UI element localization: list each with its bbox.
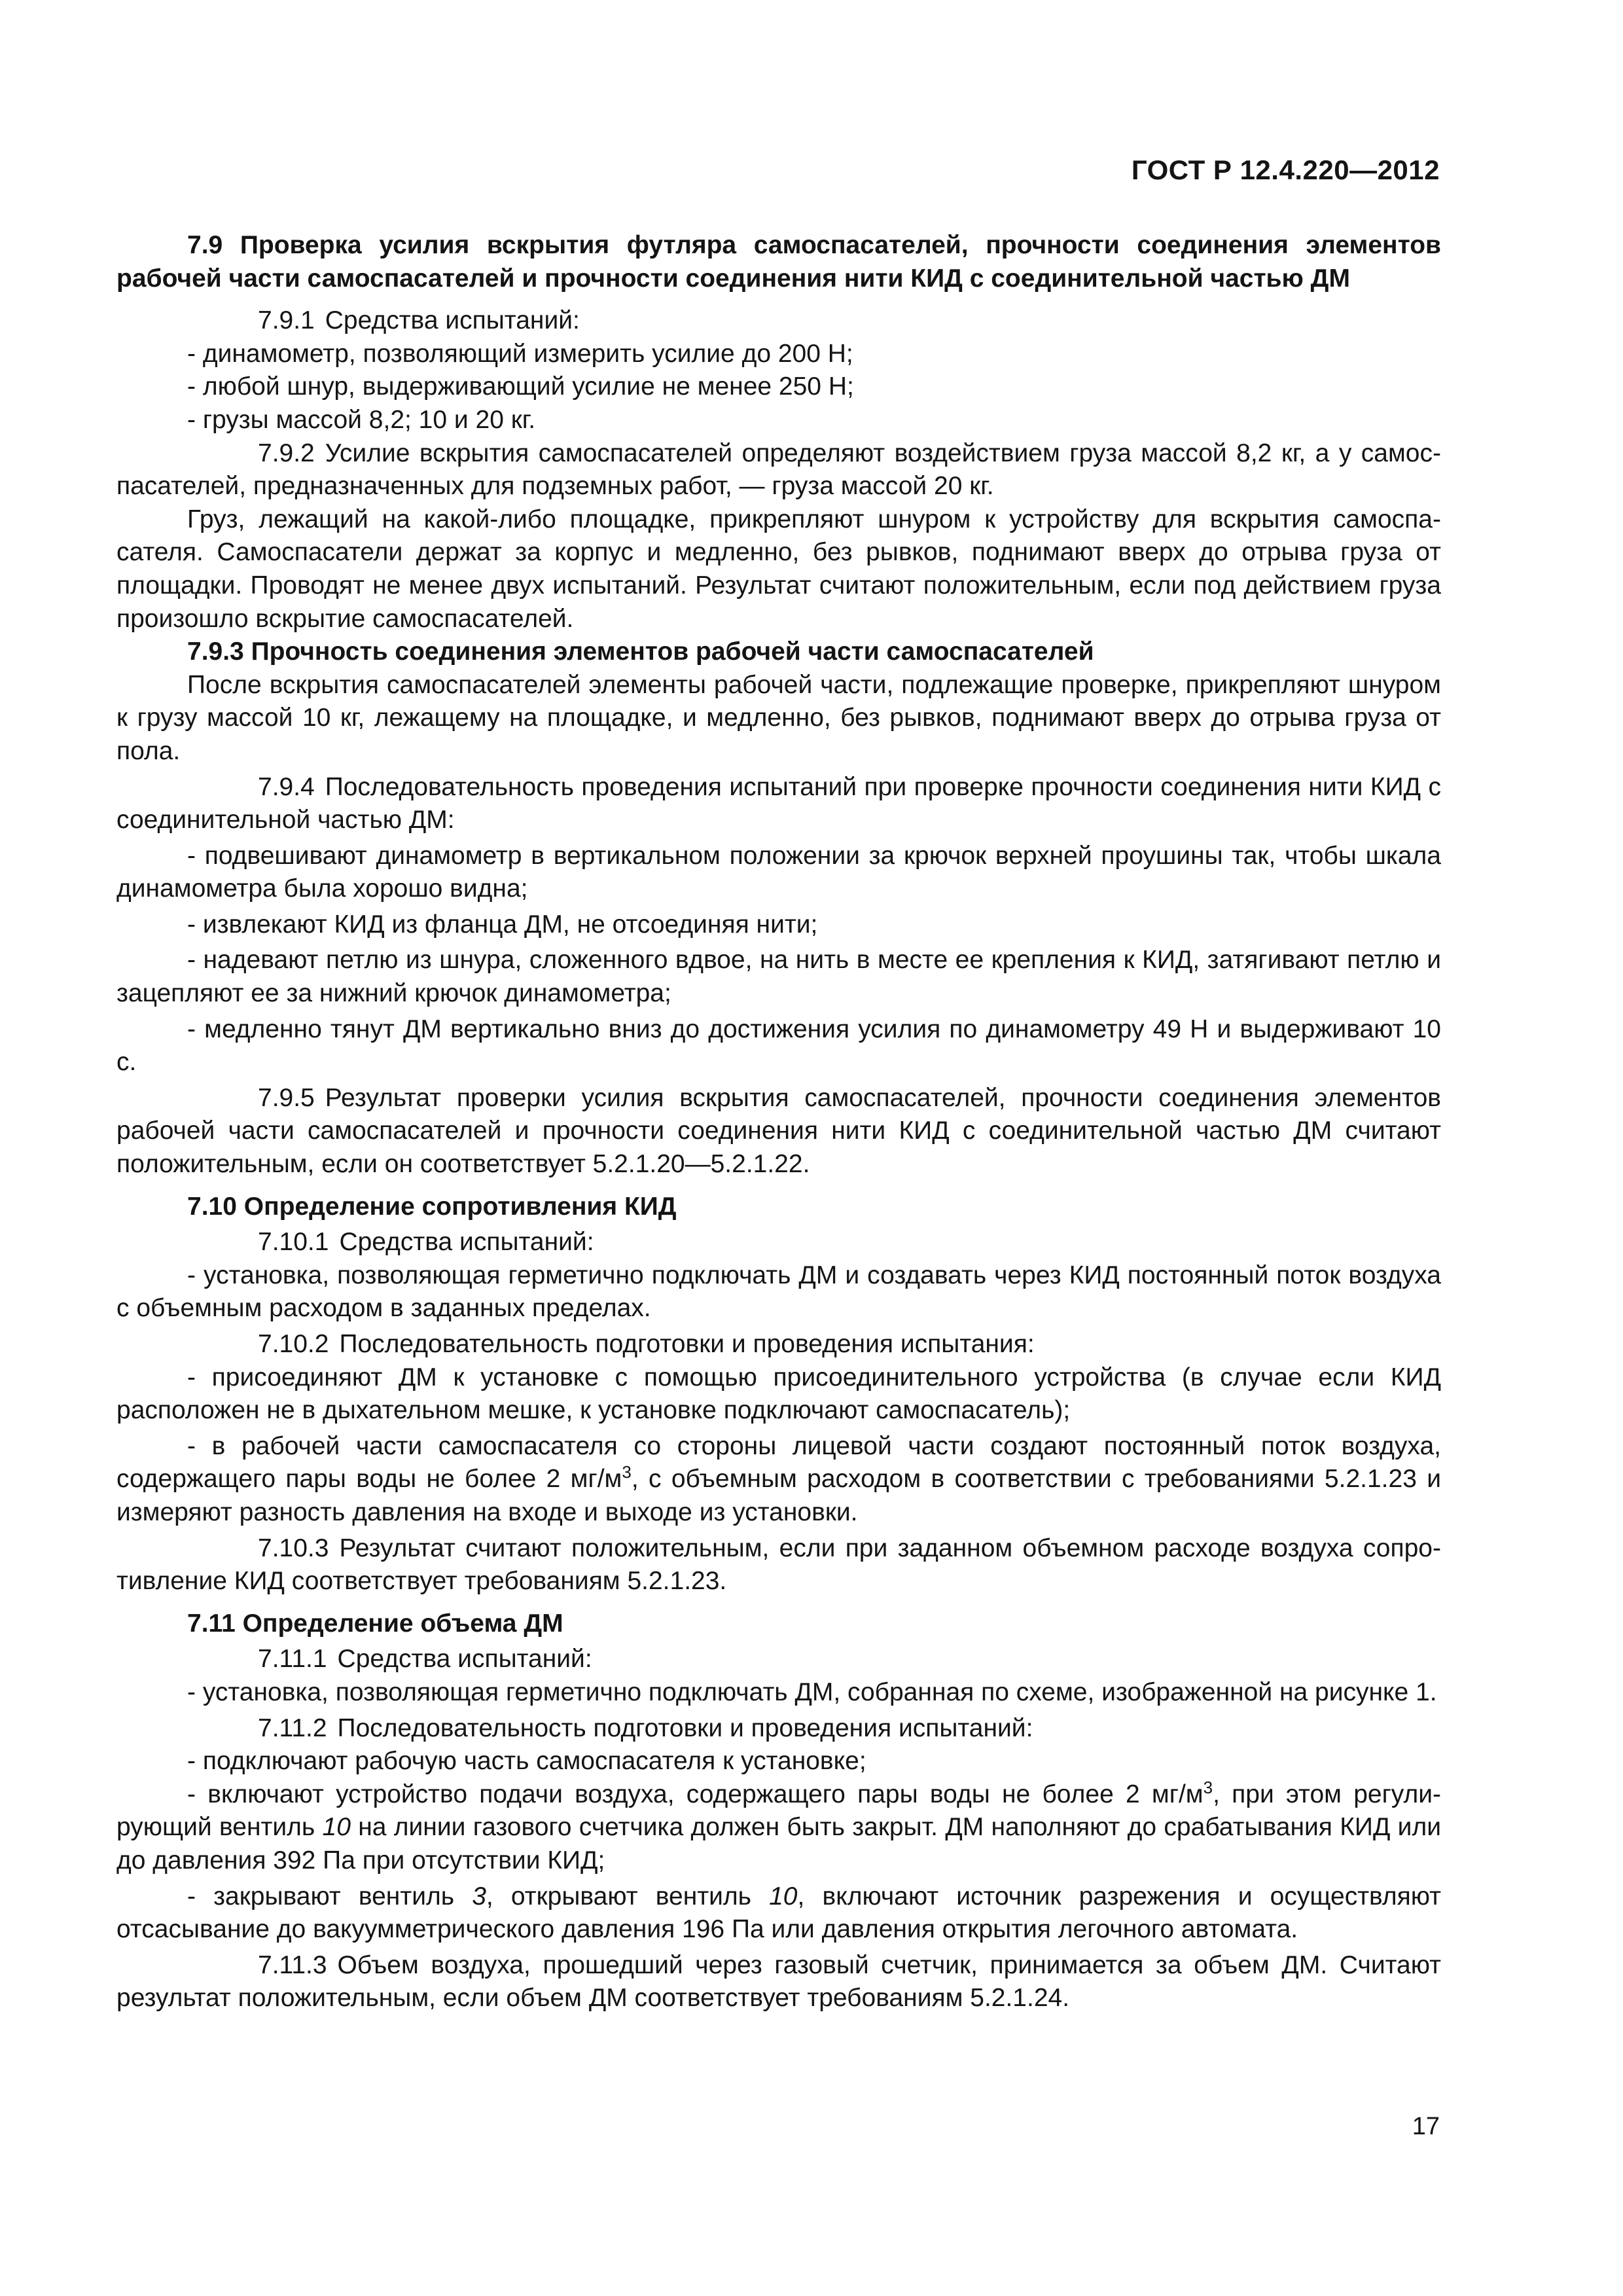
list-item-text: - закрывают вентиль	[187, 1882, 473, 1910]
paragraph-7-9-1	[116, 304, 1441, 338]
item-reference: 10	[769, 1882, 798, 1910]
clause-number: 7.11.2	[258, 1713, 327, 1742]
paragraph-7-11-3	[116, 1949, 1441, 2015]
clause-number: 7.10.3	[258, 1534, 329, 1562]
item-reference: 3	[472, 1882, 486, 1910]
paragraph-7-10-3	[116, 1532, 1441, 1598]
list-item: - любой шнур, выдерживающий усилие не менее 250 Н;	[187, 372, 854, 401]
list-item-text: , включают источник разрежения и осуществляют отсасывание до вакуумметрического давления 196 Па или давления открытия легочного автомата.	[116, 1882, 1442, 1944]
clause-number: 7.11.1	[258, 1645, 327, 1674]
paragraph-7-9-5	[116, 1082, 1441, 1181]
list-item: - грузы массой 8,2; 10 и 20 кг.	[187, 405, 536, 434]
clause-number: 7.9.2	[258, 439, 315, 467]
superscript: 3	[622, 1462, 632, 1482]
section-heading-7-9: 7.9 Проверка усилия вскрытия футляра самоспасателей, прочности соединения элементов рабочей части самоспасателей и прочности соединения нити КИД с соединительной частью ДМ	[116, 231, 1441, 293]
section-heading-7-10: 7.10 Определение сопротивления КИД	[187, 1192, 677, 1221]
clause-number: 7.9.5	[258, 1083, 315, 1112]
list-item: - надевают петлю из шнура, сложенного вдвое, на нить в месте ее крепления к КИД, затягивают петлю и зацепляют ее за нижний крючок динамометра;	[116, 946, 1441, 1008]
list-item-text: , открывают вентиль	[486, 1882, 770, 1910]
list-item: - динамометр, позволяющий измерить усилие до 200 Н;	[187, 339, 853, 368]
list-item-text: - включают устройство подачи воздуха, содержащего пары воды не более 2 мг/м	[187, 1780, 1204, 1808]
subsection-heading-7-9-3: 7.9.3 Прочность соединения элементов рабочей части самоспасателей	[187, 637, 1094, 666]
clause-text: Последовательность проведения испытаний при проверке прочности соединения нити КИД с соединительной частью ДМ:	[116, 772, 1441, 834]
clause-text: Результат проверки усилия вскрытия самоспасателей, прочности соединения элементов рабочей части самоспасателей и прочности соединения нити КИД с соединительной частью ДМ считают положительным, если он соответствует 5.2.1.20—5.2.1.22.	[116, 1083, 1441, 1179]
paragraph-7-10-2	[116, 1328, 1441, 1361]
clause-text: Средства испытаний:	[325, 306, 580, 335]
paragraph-7-11-1	[116, 1643, 1441, 1676]
clause-text: Средства испытаний:	[339, 1228, 594, 1257]
list-item-text: на линии газового счетчика должен быть закрыт. ДМ наполняют до срабатывания КИД или до давления 392 Па при отсутствии КИД;	[116, 1813, 1441, 1874]
page-number: 17	[1412, 2113, 1440, 2140]
clause-text: Средства испытаний:	[337, 1645, 592, 1674]
list-item: - подвешивают динамометр в вертикальном положении за крючок верхней проушины так, чтобы шкала динамометра была хорошо видна;	[116, 841, 1441, 903]
list-item: - присоединяют ДМ к установке с помощью присоединительного устройства (в случае если КИД расположен не в дыхательном мешке, к установке подключают самоспасатель);	[116, 1363, 1441, 1425]
section-heading-7-11: 7.11 Определение объема ДМ	[187, 1609, 563, 1638]
list-item-text: , при этом регулирующий вентиль	[116, 1780, 1441, 1842]
list-item: - установка, позволяющая герметично подключать ДМ и создавать через КИД постоянный поток воздуха с объемным расходом в заданных пределах.	[116, 1261, 1441, 1323]
item-reference: 10	[322, 1813, 351, 1842]
standard-designation: ГОСТ Р 12.4.220—2012	[1131, 154, 1440, 185]
list-item: - установка, позволяющая герметично подключать ДМ, собранная по схеме, изображенной на рисунке 1.	[187, 1677, 1437, 1706]
list-item: - подключают рабочую часть самоспасателя к установке;	[187, 1747, 866, 1776]
list-item	[116, 1430, 1441, 1530]
superscript: 3	[1203, 1777, 1213, 1797]
page-body	[116, 229, 1441, 2015]
paragraph-7-9-4	[116, 771, 1441, 837]
list-item	[116, 1880, 1441, 1946]
clause-text: Результат считают положительным, если при заданном объемном расходе воздуха сопротивление КИД соответствует требованиям 5.2.1.23.	[116, 1534, 1441, 1596]
paragraph: Груз, лежащий на какой-либо площадке, прикрепляют шнуром к устройству для вскрытия самоспасателя. Самоспасатели держат за корпус и медленно, без рывков, поднимают вверх до отрыва груза от площадки. Проводят не менее двух испытаний. Результат считают положительным, если под действием груза произошло вскрытие самоспасателей.	[116, 505, 1441, 633]
paragraph-7-11-2	[116, 1712, 1441, 1746]
list-item-text: - в рабочей части самоспасателя со стороны лицевой части создают постоянный поток воздуха, содержащего пары воды не более 2 мг/м	[116, 1431, 1441, 1494]
clause-number: 7.9.4	[258, 772, 315, 801]
paragraph-7-9-2	[116, 437, 1441, 503]
paragraph-7-10-1	[116, 1226, 1441, 1259]
list-item: - извлекают КИД из фланца ДМ, не отсоединяя нити;	[187, 910, 818, 939]
clause-text: Последовательность подготовки и проведения испытаний:	[337, 1713, 1033, 1742]
clause-number: 7.10.2	[258, 1330, 329, 1358]
list-item-text: , с объемным расходом в соответствии с требованиями 5.2.1.23 и измеряют разность давления на входе и выходе из установки.	[116, 1465, 1441, 1526]
clause-text: Усилие вскрытия самоспасателей определяют воздействием груза массой 8,2 кг, а у самоспасателей, предназначенных для подземных работ, — груза массой 20 кг.	[116, 439, 1441, 501]
clause-text: Объем воздуха, прошедший через газовый счетчик, принимается за объем ДМ. Считают результат положительным, если объем ДМ соответствует требованиям 5.2.1.24.	[116, 1950, 1441, 2013]
list-item	[116, 1778, 1441, 1878]
clause-number: 7.10.1	[258, 1228, 329, 1257]
list-item: - медленно тянут ДМ вертикально вниз до достижения усилия по динамометру 49 Н и выдерживают 10 с.	[116, 1014, 1441, 1077]
clause-number: 7.11.3	[258, 1950, 327, 1979]
clause-number: 7.9.1	[258, 306, 315, 335]
paragraph: После вскрытия самоспасателей элементы рабочей части, подлежащие проверке, прикрепляют шнуром к грузу массой 10 кг, лежащему на площадке, и медленно, без рывков, поднимают вверх до отрыва груза от пола.	[116, 670, 1441, 765]
clause-text: Последовательность подготовки и проведения испытания:	[339, 1330, 1035, 1358]
